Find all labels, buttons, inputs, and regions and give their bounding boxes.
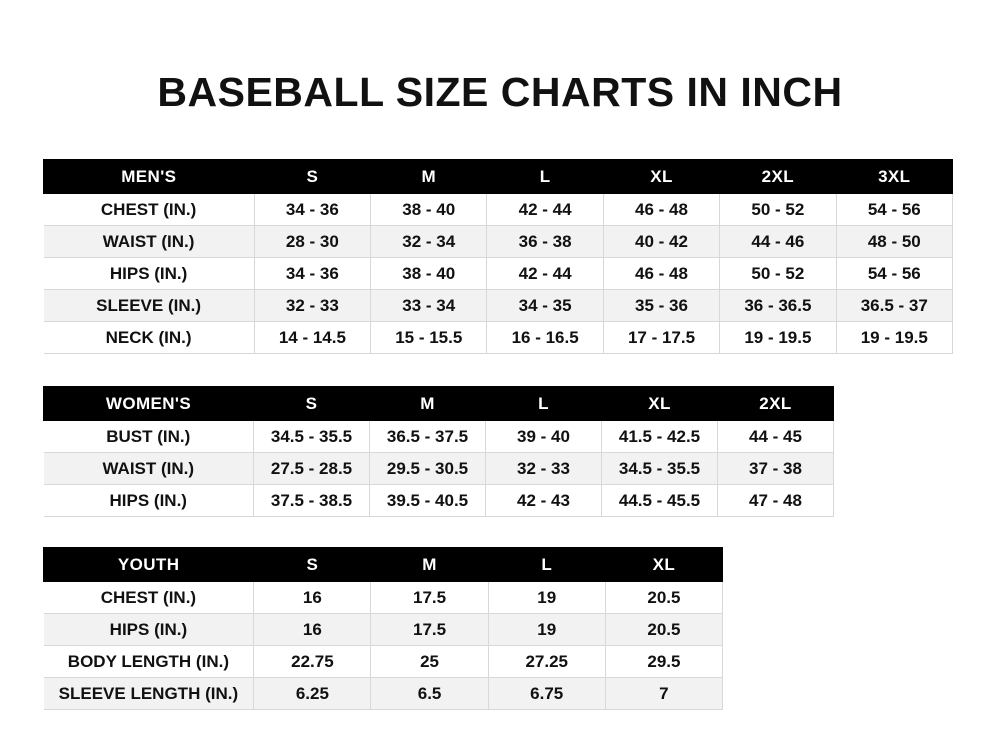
womens-header-s: S [254,387,370,421]
table-row [44,453,834,485]
cell: 50 - 52 [720,194,836,226]
row-label: BODY LENGTH (IN.) [44,646,254,678]
womens-header-m: M [370,387,486,421]
row-label: SLEEVE (IN.) [44,290,255,322]
cell: 39.5 - 40.5 [370,485,486,517]
cell: 27.25 [488,646,605,678]
row-label: HIPS (IN.) [44,614,254,646]
cell: 41.5 - 42.5 [602,421,718,453]
row-label: HIPS (IN.) [44,485,254,517]
table-spacer [43,354,957,386]
cell: 6.5 [371,678,488,710]
cell: 19 [488,582,605,614]
mens-header-s: S [254,160,370,194]
cell: 36.5 - 37.5 [370,421,486,453]
cell: 39 - 40 [486,421,602,453]
youth-table-body [44,582,723,710]
row-label: NECK (IN.) [44,322,255,354]
cell: 44 - 46 [720,226,836,258]
cell: 22.75 [254,646,371,678]
cell: 17 - 17.5 [603,322,719,354]
table-row [44,421,834,453]
mens-header-xl: XL [603,160,719,194]
mens-header-2xl: 2XL [720,160,836,194]
table-row [44,485,834,517]
table-row [44,646,723,678]
table-header-row [44,548,723,582]
table-row [44,614,723,646]
row-label: SLEEVE LENGTH (IN.) [44,678,254,710]
cell: 16 [254,582,371,614]
womens-table-body [44,421,834,517]
row-label: BUST (IN.) [44,421,254,453]
cell: 46 - 48 [603,258,719,290]
cell: 29.5 [605,646,722,678]
row-label: CHEST (IN.) [44,582,254,614]
cell: 20.5 [605,582,722,614]
cell: 7 [605,678,722,710]
cell: 38 - 40 [371,258,487,290]
cell: 47 - 48 [718,485,834,517]
cell: 54 - 56 [836,194,952,226]
cell: 6.75 [488,678,605,710]
cell: 42 - 43 [486,485,602,517]
cell: 25 [371,646,488,678]
table-row [44,322,953,354]
cell: 34.5 - 35.5 [602,453,718,485]
table-spacer [43,517,957,547]
table-row [44,582,723,614]
cell: 33 - 34 [371,290,487,322]
page-title: BASEBALL SIZE CHARTS IN INCH [157,69,843,115]
cell: 46 - 48 [603,194,719,226]
womens-header-2xl: 2XL [718,387,834,421]
cell: 17.5 [371,614,488,646]
cell: 35 - 36 [603,290,719,322]
cell: 27.5 - 28.5 [254,453,370,485]
cell: 38 - 40 [371,194,487,226]
row-label: WAIST (IN.) [44,453,254,485]
youth-size-table [43,547,723,710]
cell: 42 - 44 [487,194,603,226]
cell: 50 - 52 [720,258,836,290]
womens-header-xl: XL [602,387,718,421]
cell: 36.5 - 37 [836,290,952,322]
cell: 20.5 [605,614,722,646]
row-label: CHEST (IN.) [44,194,255,226]
cell: 34.5 - 35.5 [254,421,370,453]
cell: 37 - 38 [718,453,834,485]
cell: 32 - 33 [254,290,370,322]
cell: 36 - 38 [487,226,603,258]
table-row [44,678,723,710]
youth-header-m: M [371,548,488,582]
youth-table-header [44,548,723,582]
row-label: HIPS (IN.) [44,258,255,290]
tables-container [0,159,1000,710]
youth-header-xl: XL [605,548,722,582]
youth-header-s: S [254,548,371,582]
cell: 34 - 35 [487,290,603,322]
table-header-row [44,387,834,421]
cell: 44 - 45 [718,421,834,453]
cell: 48 - 50 [836,226,952,258]
cell: 14 - 14.5 [254,322,370,354]
cell: 28 - 30 [254,226,370,258]
cell: 34 - 36 [254,258,370,290]
cell: 16 - 16.5 [487,322,603,354]
cell: 54 - 56 [836,258,952,290]
table-header-row [44,160,953,194]
cell: 37.5 - 38.5 [254,485,370,517]
table-row [44,226,953,258]
mens-header-3xl: 3XL [836,160,952,194]
mens-size-table [43,159,953,354]
mens-table-header [44,160,953,194]
cell: 44.5 - 45.5 [602,485,718,517]
cell: 19 [488,614,605,646]
cell: 6.25 [254,678,371,710]
cell: 19 - 19.5 [720,322,836,354]
womens-table-header [44,387,834,421]
womens-header-label: WOMEN'S [44,387,254,421]
cell: 16 [254,614,371,646]
table-row [44,290,953,322]
cell: 32 - 34 [371,226,487,258]
table-row [44,258,953,290]
womens-header-l: L [486,387,602,421]
mens-header-l: L [487,160,603,194]
table-row [44,194,953,226]
youth-header-label: YOUTH [44,548,254,582]
cell: 15 - 15.5 [371,322,487,354]
mens-header-label: MEN'S [44,160,255,194]
cell: 40 - 42 [603,226,719,258]
cell: 19 - 19.5 [836,322,952,354]
mens-table-body [44,194,953,354]
cell: 34 - 36 [254,194,370,226]
row-label: WAIST (IN.) [44,226,255,258]
womens-size-table [43,386,834,517]
youth-header-l: L [488,548,605,582]
cell: 42 - 44 [487,258,603,290]
cell: 32 - 33 [486,453,602,485]
cell: 36 - 36.5 [720,290,836,322]
cell: 17.5 [371,582,488,614]
mens-header-m: M [371,160,487,194]
cell: 29.5 - 30.5 [370,453,486,485]
